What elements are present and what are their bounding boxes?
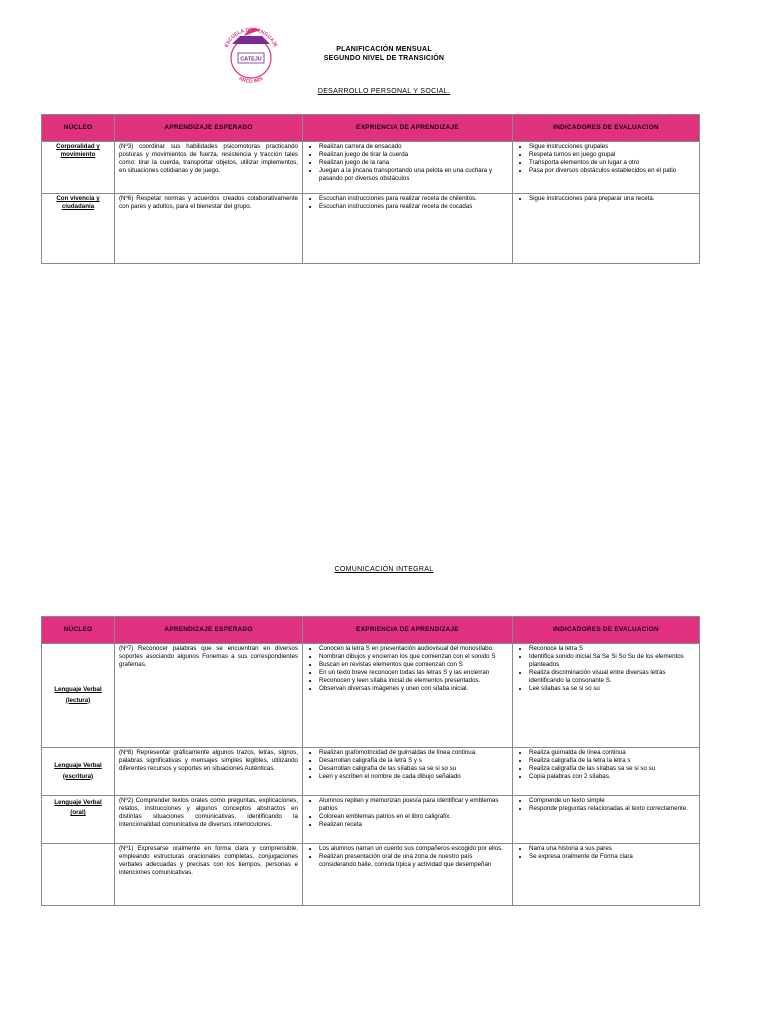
list-item: • Observan diversas imágenes y unen con sílaba inicial. [319,685,508,693]
indicador-cell [513,194,700,264]
nucleo-label: (escritura) [62,772,94,780]
experiencia-cell [303,844,513,906]
list-item: • Conocen la letra S en presentación audiovisual del monosílabo. [319,645,508,653]
table-row [42,142,700,194]
table-header-row [42,617,700,644]
list-item: • Juegan a la jincana transportando una pelota en una cuchara y pasando por diversos obstáculos [319,167,508,183]
list-item: • Realiza discriminación visual entre diversas letras identificando la consonante S. [529,669,695,685]
column-header: INDICADORES DE EVALUACION [513,115,700,142]
planning-table-desarrollo [41,114,700,264]
nucleo-cell [42,142,115,194]
list-item: • Desarrollan caligrafía de la letra S y s [319,757,508,765]
list-item: • Realizan carrera de ensacado [319,143,508,151]
list-item: • Reconoce la letra S [529,645,695,653]
nucleo-cell [42,194,115,264]
experiencia-cell [303,796,513,844]
nucleo-cell [42,796,115,844]
svg-text:ESCUELA DE LENGUAJE: ESCUELA DE LENGUAJE [223,26,279,49]
list-item: • Se expresa oralmente de Forma clara [529,853,695,861]
aprendizaje-cell: (Nº2) Comprender textos orales como preguntas, explicaciones, relatos, instrucciones y algunos conceptos abstractos en distintas situaciones comunicativas, identificando la intencionalidad comunicativa de diversos interlocutores. [115,796,303,844]
column-header: APRENDIZAJE ESPERADO [115,115,303,142]
list-item: • Responde preguntas relacionadas al texto correctamente. [529,805,695,813]
planning-table-comunicacion [41,616,700,906]
list-item: • Lee sílabas sa se si so su [529,685,695,693]
nucleo-cell [42,748,115,796]
svg-text:ARCO IRIS: ARCO IRIS [237,75,265,85]
list-item: • Realizan grafomotricidad de guirnaldas de línea continua. [319,749,508,757]
nucleo-label: ciudadanía [61,203,95,211]
list-item: • Pasa por diversos obstáculos establecidos en el patio [529,167,695,175]
table-header-row [42,115,700,142]
list-item: • Los alumnos narran un cuento sus compañeros escogido por ellos. [319,845,508,853]
aprendizaje-cell: (Nº6) Respetar normas y acuerdos creados colaborativamente con pares y adultos, para el bienestar del grupo. [115,194,303,264]
list-item: • Sigue instrucciones para preparar una receta. [529,195,695,203]
aprendizaje-cell: (Nº1) Expresarse oralmente en forma clara y comprensible, empleando estructuras oracionales completas, conjugaciones verbales adecuadas y precisas con los tiempos, personas e intenciones comunicativas. [115,844,303,906]
list-item: • Escuchan instrucciones para realizar receta de cocadas [319,203,508,211]
table-row [42,844,700,906]
nucleo-label: (oral) [70,809,86,817]
page-subtitle: SEGUNDO NIVEL DE TRANSICIÓN [323,55,445,62]
indicador-cell [513,796,700,844]
table-row [42,194,700,264]
list-item: • Sigue instrucciones grupales [529,143,695,151]
indicador-cell [513,748,700,796]
nucleo-cell [42,644,115,748]
list-item: • Realizan presentación oral de una zona de nuestro país considerando baile, comida típica y actividad que desempeñan [319,853,508,869]
nucleo-label: Lenguaje Verbal [54,799,102,806]
list-item: • Identifica sonido inicial Sa Se Si So Su de los elementos planteados [529,653,695,669]
experiencia-cell [303,142,513,194]
experiencia-cell [303,748,513,796]
list-item: • Colorean emblemas patrios en el libro caligrafix. [319,813,508,821]
list-item: • Realiza guirnalda de línea continua [529,749,695,757]
list-item: • Realiza caligrafía de las sílabas sa se si so su [529,765,695,773]
list-item: • Transporta elementos de un lugar a otro [529,159,695,167]
column-header: NÚCLEO [42,617,115,644]
column-header: APRENDIZAJE ESPERADO [115,617,303,644]
aprendizaje-cell: (Nº3) coordinar sus habilidades psicomotoras practicando posturas y movimientos de fuerza, resistencia y tracción tales como: tirar la cuerda, transportar objetos, utilizar implementos, en situaciones cotidianas y de juego. [115,142,303,194]
experiencia-cell [303,194,513,264]
aprendizaje-cell: (Nº8) Representar gráficamente algunos trazos, letras, signos, palabras significativas y mensajes simples legibles, utilizando diferentes recursos y soportes en situaciones Auténticas. [115,748,303,796]
nucleo-label: Lenguaje Verbal [54,762,102,770]
svg-text:CATEJU: CATEJU [240,56,262,63]
list-item: • Desarrollan caligrafía de las sílabas sa se si so su [319,765,508,773]
list-item: • Buscan en revistas elementos que comienzan con S [319,661,508,669]
list-item: • Alumnos repiten y memorizan poesía para identificar y emblemas patrios [319,797,508,813]
indicador-cell [513,644,700,748]
nucleo-label: movimiento [60,151,96,159]
nucleo-label: (lectura) [65,696,91,704]
table-row [42,796,700,844]
experiencia-cell [303,644,513,748]
nucleo-label: Con vivencia y [56,195,100,202]
list-item: • Comprende un texto simple [529,797,695,805]
list-item: • Realizan juego de tirar la cuerda [319,151,508,159]
list-item: • Reconocen y leen sílaba inicial de elementos presentados. [319,677,508,685]
list-item: • Narra una historia a sus pares [529,845,695,853]
column-header: EXPRIENCIA DE APRENDIZAJE [303,115,513,142]
page-title: PLANIFICACIÓN MENSUAL [336,46,432,53]
indicador-cell [513,142,700,194]
list-item: • Realiza caligrafía de la letra la letra s [529,757,695,765]
list-item: • Copia palabras con 2 sílabas. [529,773,695,781]
section-title-comunicacion: COMUNICACIÓN INTEGRAL [334,566,434,573]
list-item: • Realizan receta [319,821,508,829]
list-item: • Nombran dibujos y encierran los que comienzan con el sonido S [319,653,508,661]
list-item: • Respeta turnos en juego grupal [529,151,695,159]
indicador-cell [513,844,700,906]
nucleo-label: Lenguaje Verbal [54,686,102,694]
table-row [42,644,700,748]
column-header: EXPRIENCIA DE APRENDIZAJE [303,617,513,644]
section-title-desarrollo: DESARROLLO PERSONAL Y SOCIAL. [317,88,451,95]
column-header: INDICADORES DE EVALUACION [513,617,700,644]
aprendizaje-cell: (Nº7) Reconocer palabras que se encuentran en diversos soportes asociando algunos Fonemas a sus correspondientes grafemas. [115,644,303,748]
nucleo-label: Corporalidad y [56,143,100,150]
table-row [42,748,700,796]
column-header: NÚCLEO [42,115,115,142]
list-item: • Realizan juego de la rana [319,159,508,167]
list-item: • En un texto breve reconocen todas las letras S y las encierran [319,669,508,677]
list-item: • Escuchan instrucciones para realizar receta de chilenitos. [319,195,508,203]
nucleo-cell [42,844,115,906]
list-item: • Leen y escriben el nombre de cada dibujo señalado [319,773,508,781]
